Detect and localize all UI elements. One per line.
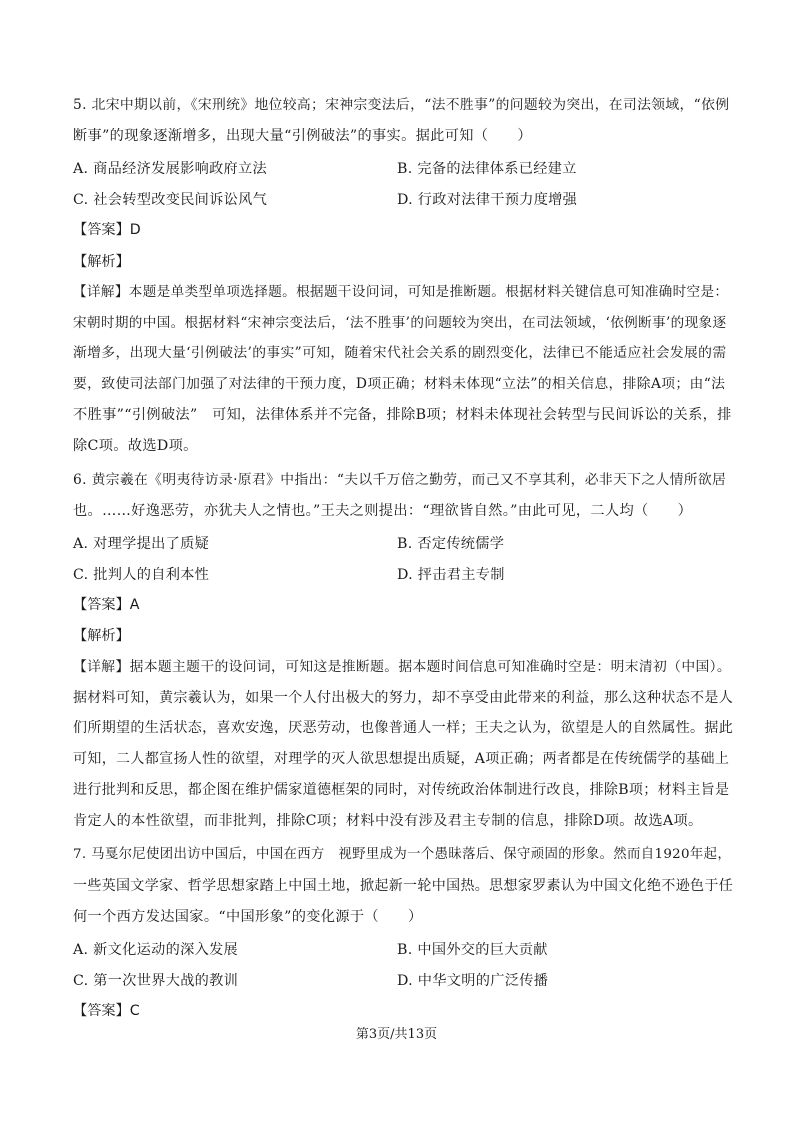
q6-detail-line-6: 肯定人的本性欲望，而非批判，排除C项；材料中没有涉及君主专制的信息，排除D项。故选A项。 [73, 813, 703, 829]
q5-option-a: A. 商品经济发展影响政府立法 [73, 161, 268, 177]
q5-detail-line-4: 要，致使司法部门加强了对法律的干预力度，D项正确；材料未体现“立法”的相关信息，排除A项；由“法 [73, 376, 726, 392]
q5-option-d: D. 行政对法律干预力度增强 [397, 192, 578, 208]
q5-detail-line-1: 【详解】本题是单类型单项选择题。根据题干设问词，可知是推断题。根据材料关键信息可知准确时空是： [73, 284, 729, 300]
q5-stem-line-1: 5. 北宋中期以前，《宋刑统》地位较高；宋神宗变法后，“法不胜事”的问题较为突出，在司法领域，“依例 [73, 97, 730, 113]
page-number: 第3页/共13页 [355, 1027, 438, 1042]
q5-option-c: C. 社会转型改变民间诉讼风气 [73, 192, 268, 208]
q6-detail-line-2: 据材料可知，黄宗羲认为，如果一个人付出极大的努力，却不享受由此带来的利益，那么这种状态不是人 [73, 690, 734, 706]
q5-detail-line-2: 宋朝时期的中国。根据材料“宋神宗变法后，‘法不胜事’的问题较为突出，在司法领域，‘依例断事’的现象逐 [73, 315, 727, 331]
q6-answer: 【答案】A [73, 597, 140, 613]
q6-stem-line-1: 6. 黄宗羲在《明夷待访录·原君》中指出：“夫以千万倍之勤劳，而己又不享其利，必非天下之人情所欲居 [73, 472, 727, 488]
q6-detail-line-3: 们所期望的生活状态，喜欢安逸，厌恶劳动，也像普通人一样；王夫之认为，欲望是人的自然属性。据此 [73, 720, 734, 736]
q6-option-c: C. 批判人的自利本性 [73, 567, 210, 583]
q6-detail-line-1: 【详解】据本题主题干的设问词，可知这是推断题。据本题时间信息可知准确时空是：明末清初（中国）。 [73, 659, 731, 675]
q6-option-b: B. 否定传统儒学 [397, 536, 505, 552]
q7-answer: 【答案】C [73, 1003, 140, 1019]
q5-detail-line-3: 渐增多，出现大量‘引例破法’的事实”可知，随着宋代社会关系的剧烈变化，法律已不能适应社会发展的需 [73, 345, 727, 361]
q5-option-b: B. 完备的法律体系已经建立 [397, 161, 577, 177]
q7-option-a: A. 新文化运动的深入发展 [73, 942, 239, 958]
q7-option-c: C. 第一次世界大战的教训 [73, 973, 239, 989]
q5-answer: 【答案】D [73, 222, 141, 238]
q6-analysis-heading: 【解析】 [73, 628, 130, 644]
q5-analysis-heading: 【解析】 [73, 254, 130, 270]
q7-stem-line-3: 何一个西方发达国家。“中国形象”的变化源于（ ） [73, 909, 423, 925]
q5-stem-line-2: 断事”的现象逐渐增多，出现大量“引例破法”的事实。据此可知（ ） [73, 128, 532, 144]
q6-stem-line-2: 也。……好逸恶劳，亦犹夫人之情也。”王夫之则提出：“理欲皆自然。”由此可见，二人均（ ） [73, 503, 693, 519]
q7-option-b: B. 中国外交的巨大贡献 [397, 942, 548, 958]
q6-detail-line-4: 可知，二人都宣扬人性的欲望，对理学的灭人欲思想提出质疑，A项正确；两者都是在传统儒学的基础上 [73, 751, 730, 767]
q7-option-d: D. 中华文明的广泛传播 [397, 973, 549, 989]
q6-detail-line-5: 进行批判和反思，都企图在维护儒家道德框架的同时，对传统政治体制进行改良，排除B项；材料主旨是 [73, 782, 730, 798]
q5-detail-line-6: 除C项。故选D项。 [73, 438, 198, 454]
q6-option-d: D. 抨击君主专制 [397, 567, 505, 583]
q6-option-a: A. 对理学提出了质疑 [73, 536, 210, 552]
q7-stem-line-2: 一些英国文学家、哲学思想家踏上中国土地，掀起新一轮中国热。思想家罗素认为中国文化绝不逊色于任 [73, 878, 734, 894]
q7-stem-line-1: 7. 马戛尔尼使团出访中国后，中国在西方 视野里成为一个愚昧落后、保守顽固的形象。然而自1920年起， [73, 847, 732, 862]
q5-detail-line-5: 不胜事”“引例破法” 可知，法律体系并不完备，排除B项；材料未体现社会转型与民间诉讼的关系，排 [73, 407, 732, 423]
